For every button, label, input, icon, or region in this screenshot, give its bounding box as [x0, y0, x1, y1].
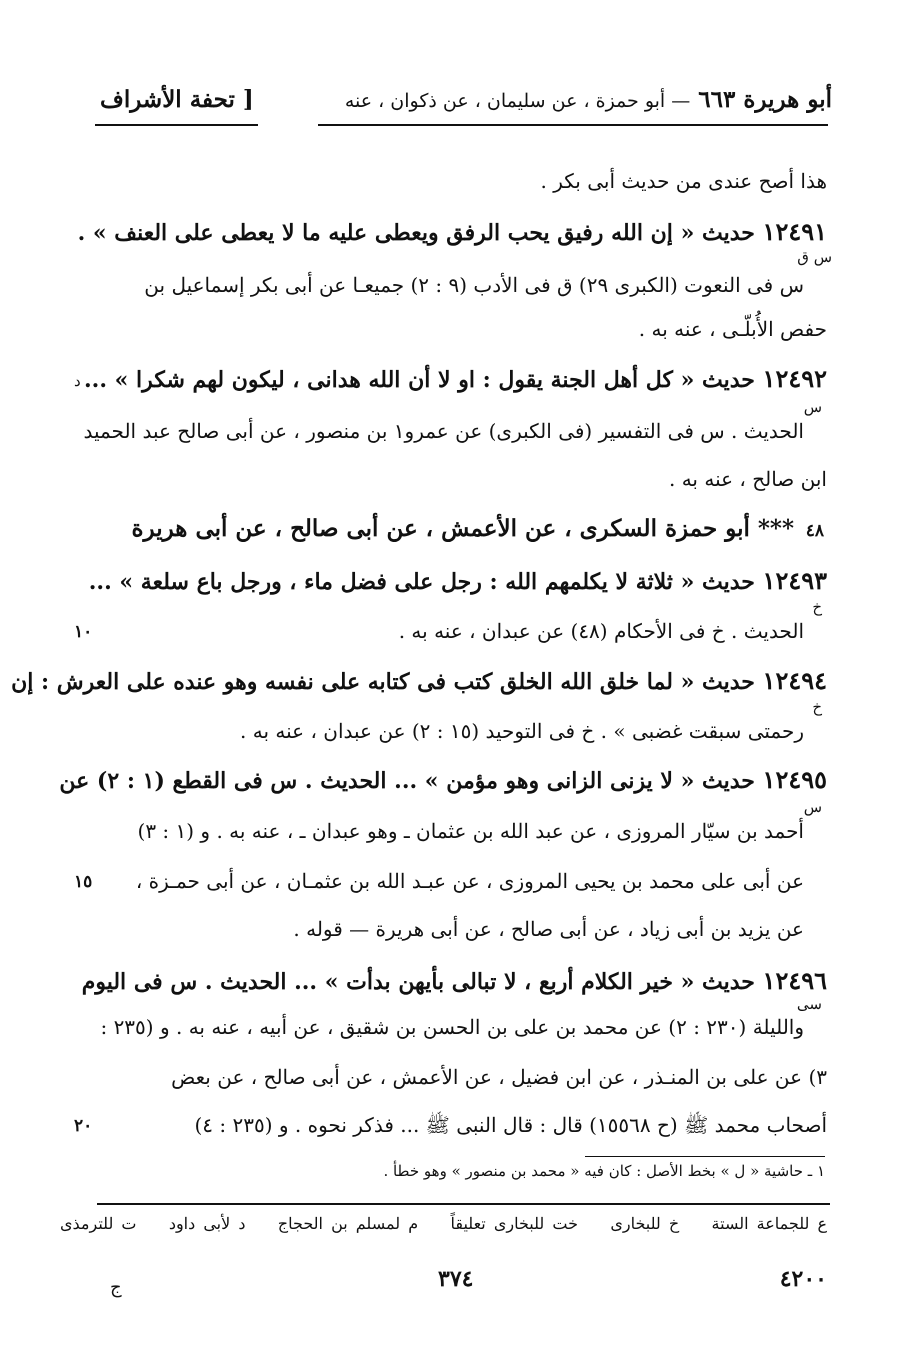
hadith-label: حديث — [702, 220, 755, 246]
margin-siglum: سى — [796, 995, 822, 1013]
hadith-label: حديث — [702, 768, 755, 794]
hadith-12492-line-1 — [84, 364, 827, 395]
section-number: ٤٨ — [805, 521, 824, 541]
header-rule — [95, 124, 828, 126]
margin-siglum: س — [803, 798, 822, 816]
hadith-12495-line-2: أحمد بن سيّار المروزى ، عن عبد الله بن عثمان ـ وهو عبدان ـ ، عنه به . و (١ : ٣) — [137, 819, 804, 843]
hadith-label: حديث — [702, 569, 755, 595]
hadith-12496-line-2: والليلة (٢٣٠ : ٢) عن محمد بن على بن الحسن بن شقيق ، عن أبيه ، عنه به . و (٢٣٥ : — [100, 1015, 804, 1039]
header-subtitle: — أبو حمزة ، عن سليمان ، عن ذكوان ، عنه — [344, 90, 691, 112]
hadith-12493-line-2: الحديث . خ فى الأحكام (٤٨) عن عبدان ، عنه به . — [398, 619, 804, 643]
line-number: ١٥ — [74, 872, 93, 892]
hadith-12496-line-3: ٣) عن على بن المنـذر ، عن ابن فضيل ، عن الأعمش ، عن أبى صالح ، عن بعض — [171, 1065, 827, 1089]
hadith-12491-line-1 — [77, 217, 827, 248]
hadith-12491-line-2: س فى النعوت (الكبرى ٢٩) ق فى الأدب (٩ : ٢) جميعـا عن أبى بكر إسماعيل بن — [144, 273, 804, 297]
hadith-12495-line-1 — [59, 765, 827, 796]
margin-siglum: خ — [812, 598, 822, 616]
hadith-number: ١٢٤٩٢ — [762, 364, 827, 393]
hadith-12491-line-3: حفص الأُبلّـى ، عنه به . — [638, 317, 827, 341]
hadith-12495-line-4: عن يزيد بن أبى زياد ، عن أبى صالح ، عن أبى هريرة — قوله . — [293, 917, 804, 941]
hadith-text: « كل أهل الجنة يقول : او لا أن الله هدانى ، ليكون لهم شكرا » ... — [84, 367, 695, 393]
hadith-number: ١٢٤٩٤ — [762, 666, 827, 695]
legend-item: د لأبى داود — [168, 1214, 246, 1233]
legend-item: م لمسلم بن الحجاج — [277, 1214, 419, 1233]
margin-siglum: خ — [812, 698, 822, 716]
header-title: أبو هريرة ٦٦٣ — [698, 86, 832, 113]
margin-siglum-left: د — [74, 372, 81, 390]
page-number: ٣٧٤ — [438, 1266, 474, 1292]
signature-mark: ج — [110, 1277, 122, 1298]
hadith-12492-line-2: الحديث . س فى التفسير (فى الكبرى) عن عمرو١ بن منصور ، عن أبى صالح عبد الحميد — [83, 419, 804, 443]
intro-line: هذا أصح عندى من حديث أبى بكر . — [540, 169, 827, 193]
hadith-label: حديث — [702, 969, 755, 995]
margin-siglum: س ق — [797, 248, 832, 266]
legend-rule — [97, 1203, 830, 1205]
footnote: ١ ـ حاشية « ل » بخط الأصل : كان فيه « محمد بن منصور » وهو خطأ . — [383, 1162, 825, 1180]
hadith-text: « خير الكلام أربع ، لا تبالى بأيهن بدأت » ... الحديث . س فى اليوم — [81, 969, 695, 995]
line-number: ٢٠ — [74, 1116, 93, 1136]
hadith-number: ١٢٤٩٣ — [762, 566, 827, 595]
sequence-number: ٤٢٠٠ — [779, 1266, 827, 1292]
hadith-label: حديث — [702, 367, 755, 393]
hadith-12496-line-1 — [81, 966, 827, 997]
legend-item: خ للبخارى — [610, 1214, 680, 1233]
hadith-text: « ثلاثة لا يكلمهم الله : رجل على فضل ماء ، ورجل باع سلعة » ... — [88, 569, 695, 595]
hadith-12493-line-1 — [88, 566, 827, 597]
legend-item: ت للترمذى — [60, 1214, 137, 1233]
hadith-text: « لا يزنى الزانى وهو مؤمن » ... الحديث . س فى القطع (١ : ٢) عن — [59, 768, 695, 794]
hadith-12494-line-1 — [11, 666, 827, 697]
hadith-12496-line-4: أصحاب محمد ﷺ (ح ١٥٥٦٨) قال : قال النبى ﷺ ... فذكر نحوه . و (٢٣٥ : ٤) — [194, 1113, 827, 1137]
hadith-12495-line-3: عن أبى على محمد بن يحيى المروزى ، عن عبـد الله بن عثمـان ، عن أبى حمـزة ، — [135, 869, 804, 893]
header-rule-gap — [258, 118, 318, 128]
sigla-legend — [60, 1214, 827, 1233]
hadith-number: ١٢٤٩٦ — [762, 966, 827, 995]
legend-item: خت للبخارى تعليقاً — [450, 1214, 578, 1233]
hadith-text: « إن الله رفيق يحب الرفق ويعطى عليه ما لا يعطى على العنف » . — [77, 220, 695, 246]
hadith-12494-line-2: رحمتى سبقت غضبى » . خ فى التوحيد (١٥ : ٢) عن عبدان ، عنه به . — [240, 719, 804, 743]
section-title: *** أبو حمزة السكرى ، عن الأعمش ، عن أبى صالح ، عن أبى هريرة — [131, 515, 794, 542]
hadith-text: « لما خلق الله الخلق كتب فى كتابه على نفسه وهو عنده على العرش : إن — [11, 669, 695, 695]
running-header-left: [ تحفة الأشراف — [100, 86, 254, 113]
running-header-right — [345, 86, 832, 113]
line-number: ١٠ — [74, 622, 93, 642]
hadith-number: ١٢٤٩١ — [762, 217, 827, 246]
margin-siglum: س — [803, 398, 822, 416]
legend-item: ع للجماعة الستة — [711, 1214, 827, 1233]
footnote-rule — [585, 1156, 825, 1157]
hadith-12492-line-3: ابن صالح ، عنه به . — [668, 467, 827, 491]
hadith-number: ١٢٤٩٥ — [762, 765, 827, 794]
hadith-label: حديث — [702, 669, 755, 695]
